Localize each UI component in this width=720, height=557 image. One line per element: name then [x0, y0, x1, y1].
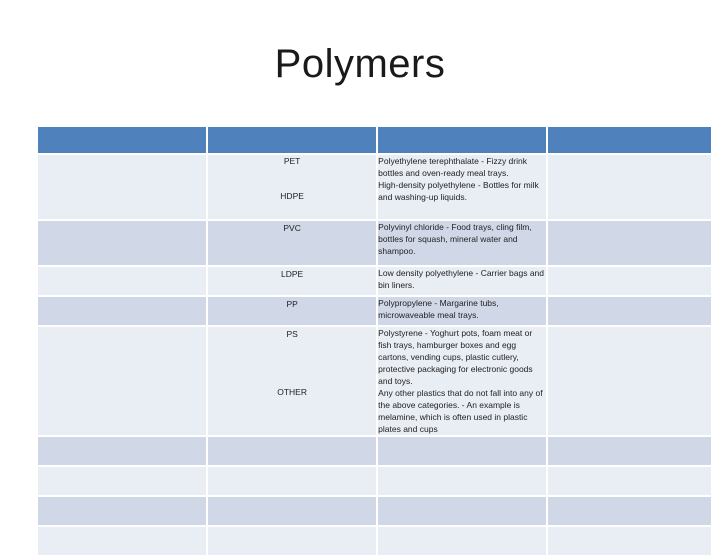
abbr-cell — [208, 327, 376, 435]
table-row — [38, 155, 711, 219]
table-row — [38, 297, 711, 325]
slide-title: Polymers — [274, 42, 446, 86]
abbr-cell — [208, 267, 376, 295]
table-cell — [208, 497, 376, 525]
polymer-description: Any other plastics that do not fall into any of the above categories. - An example is melamine, which is often used in plastic plates and cups — [378, 388, 543, 434]
polymer-description: Low density polyethylene - Carrier bags and bin liners. — [378, 268, 544, 290]
polymer-description: Polyvinyl chloride - Food trays, cling film, bottles for squash, mineral water and shampoo. — [378, 222, 532, 256]
table-cell — [38, 467, 206, 495]
table-cell — [38, 497, 206, 525]
description-cell — [378, 221, 546, 265]
polymer-description: High-density polyethylene - Bottles for milk and washing-up liquids. — [378, 180, 539, 202]
table-cell — [208, 437, 376, 465]
polymers-table — [36, 125, 713, 557]
table-cell — [548, 527, 711, 555]
description-cell — [378, 155, 546, 219]
table-cell — [378, 497, 546, 525]
description-cell — [378, 267, 546, 295]
table-row — [38, 497, 711, 525]
table-cell — [38, 155, 206, 219]
table-cell — [208, 527, 376, 555]
table-cell — [548, 297, 711, 325]
header-cell — [378, 127, 546, 153]
table-cell — [548, 497, 711, 525]
table-row — [38, 527, 711, 555]
table-cell — [548, 267, 711, 295]
abbr-cell — [208, 155, 376, 219]
table-cell — [208, 467, 376, 495]
table-cell — [548, 467, 711, 495]
table-cell — [548, 221, 711, 265]
table-cell — [38, 327, 206, 435]
polymer-abbr: HDPE — [280, 191, 304, 201]
table-cell — [38, 267, 206, 295]
polymer-abbr: PVC — [283, 223, 301, 233]
header-cell — [38, 127, 206, 153]
table-cell — [38, 527, 206, 555]
polymer-abbr: PP — [286, 299, 298, 309]
polymer-description: Polypropylene - Margarine tubs, microwaveable meal trays. — [378, 298, 499, 320]
polymer-description: Polystyrene - Yoghurt pots, foam meat or fish trays, hamburger boxes and egg cartons, vending cups, plastic cutlery, protective packaging for electronic goods and toys. — [378, 328, 533, 386]
abbr-cell — [208, 221, 376, 265]
table-cell — [548, 327, 711, 435]
polymer-abbr: OTHER — [277, 387, 307, 397]
table-cell — [378, 467, 546, 495]
table-row — [38, 267, 711, 295]
table-cell — [378, 527, 546, 555]
polymer-description: Polyethylene terephthalate - Fizzy drink bottles and oven-ready meal trays. — [378, 156, 527, 178]
description-cell — [378, 327, 546, 435]
table-row — [38, 221, 711, 265]
polymer-abbr: LDPE — [281, 269, 304, 279]
table-row — [38, 327, 711, 435]
table-cell — [378, 437, 546, 465]
table-header-row — [38, 127, 711, 153]
table-cell — [38, 297, 206, 325]
table-row — [38, 437, 711, 465]
polymer-abbr: PET — [283, 156, 301, 166]
table-row — [38, 467, 711, 495]
header-cell — [548, 127, 711, 153]
polymer-abbr: PS — [286, 329, 298, 339]
description-cell — [378, 297, 546, 325]
header-cell — [208, 127, 376, 153]
table-cell — [548, 155, 711, 219]
abbr-cell — [208, 297, 376, 325]
table-cell — [548, 437, 711, 465]
table-cell — [38, 221, 206, 265]
table-cell — [38, 437, 206, 465]
